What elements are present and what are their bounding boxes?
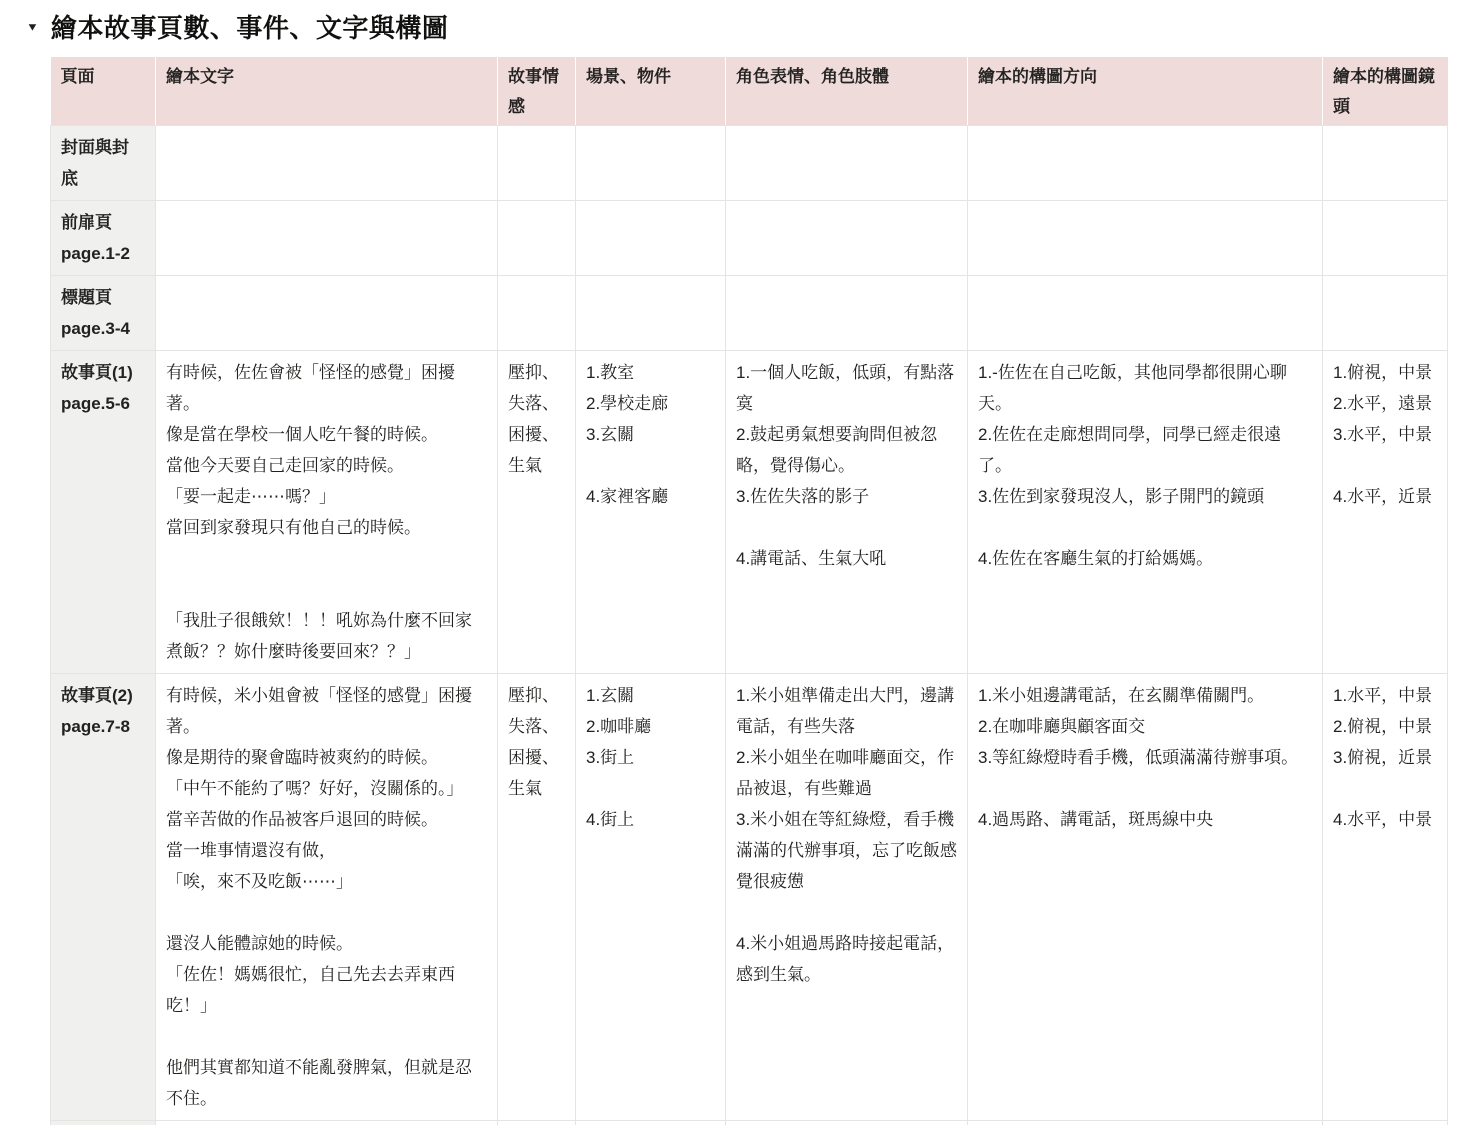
- paragraph: 1.水平，中景: [1333, 680, 1437, 711]
- paragraph: [166, 543, 487, 574]
- cell-expression[interactable]: [726, 1121, 968, 1125]
- paragraph: 1.米小姐準備走出大門，邊講電話，有些失落: [736, 680, 957, 742]
- paragraph: 4.過馬路、講電話，斑馬線中央: [978, 804, 1312, 835]
- table-row: [51, 674, 1448, 1121]
- paragraph: 1.俯視，中景: [1333, 357, 1437, 388]
- paragraph: [166, 574, 487, 605]
- paragraph: 4.家裡客廳: [586, 481, 715, 512]
- paragraph: 1.-佐佐在自己吃飯，其他同學都很開心聊天。: [978, 357, 1312, 419]
- cell-emotion[interactable]: [498, 201, 576, 276]
- cell-expression[interactable]: [726, 201, 968, 276]
- paragraph: 3.水平，中景: [1333, 419, 1437, 450]
- cell-scene[interactable]: [576, 201, 726, 276]
- paragraph: 「佐佐！媽媽很忙，自己先去去弄東西吃！」: [166, 959, 487, 1021]
- paragraph: [978, 773, 1312, 804]
- column-header-text[interactable]: 繪本文字: [156, 57, 498, 126]
- cell-expression[interactable]: [726, 351, 968, 674]
- paragraph: 2.水平，遠景: [1333, 388, 1437, 419]
- paragraph: 2.米小姐坐在咖啡廳面交，作品被退，有些難過: [736, 742, 957, 804]
- cell-scene[interactable]: [576, 351, 726, 674]
- cell-text[interactable]: [156, 674, 498, 1121]
- paragraph: 4.佐佐在客廳生氣的打給媽媽。: [978, 543, 1312, 574]
- paragraph: 壓抑、失落、困擾、生氣: [508, 357, 565, 481]
- cell-expression[interactable]: [726, 126, 968, 201]
- cell-emotion[interactable]: [498, 1121, 576, 1125]
- paragraph: [1333, 773, 1437, 804]
- paragraph: 有時候，米小姐會被「怪怪的感覺」困擾著。: [166, 680, 487, 742]
- paragraph: 「要一起走⋯⋯嗎？」: [166, 481, 487, 512]
- cell-lens[interactable]: [1323, 351, 1448, 674]
- cell-text[interactable]: [156, 1121, 498, 1125]
- column-header-emotion[interactable]: 故事情感: [498, 57, 576, 126]
- cell-emotion[interactable]: [498, 674, 576, 1121]
- toggle-triangle-icon[interactable]: ▼: [26, 21, 39, 32]
- table-row: [51, 201, 1448, 276]
- cell-page[interactable]: [51, 1121, 156, 1125]
- cell-direction[interactable]: [968, 201, 1323, 276]
- cell-direction[interactable]: [968, 126, 1323, 201]
- cell-direction[interactable]: [968, 351, 1323, 674]
- paragraph: 4.講電話、生氣大吼: [736, 543, 957, 574]
- paragraph: 3.佐佐失落的影子: [736, 481, 957, 512]
- paragraph: 「我肚子很餓欸！！！吼妳為什麼不回家煮飯？？妳什麼時後要回來？？」: [166, 605, 487, 667]
- page-title: 繪本故事頁數、事件、文字與構圖: [51, 8, 449, 45]
- header-row: [51, 57, 1448, 126]
- paragraph: 有時候，佐佐會被「怪怪的感覺」困擾著。: [166, 357, 487, 419]
- paragraph: 1.教室: [586, 357, 715, 388]
- paragraph: 4.街上: [586, 804, 715, 835]
- paragraph: page.3-4: [61, 313, 145, 344]
- paragraph: 前扉頁: [61, 207, 145, 238]
- paragraph: page.1-2: [61, 238, 145, 269]
- paragraph: [586, 773, 715, 804]
- paragraph: [1333, 450, 1437, 481]
- cell-emotion[interactable]: [498, 126, 576, 201]
- paragraph: 1.米小姐邊講電話，在玄關準備關門。: [978, 680, 1312, 711]
- paragraph: 標題頁: [61, 282, 145, 313]
- paragraph: [736, 512, 957, 543]
- paragraph: 封面與封底: [61, 132, 145, 194]
- paragraph: 當辛苦做的作品被客戶退回的時候。: [166, 804, 487, 835]
- paragraph: 2.俯視，中景: [1333, 711, 1437, 742]
- column-header-expression[interactable]: 角色表情、角色肢體: [726, 57, 968, 126]
- paragraph: 4.米小姐過馬路時接起電話，感到生氣。: [736, 928, 957, 990]
- paragraph: page.5-6: [61, 388, 145, 419]
- paragraph: 像是期待的聚會臨時被爽約的時候。: [166, 742, 487, 773]
- cell-lens[interactable]: [1323, 276, 1448, 351]
- paragraph: 2.學校走廊: [586, 388, 715, 419]
- page-heading-block: [0, 0, 1477, 57]
- cell-lens[interactable]: [1323, 1121, 1448, 1125]
- cell-page[interactable]: [51, 126, 156, 201]
- paragraph: 故事頁(2): [61, 680, 145, 711]
- paragraph: 2.鼓起勇氣想要詢問但被忽略，覺得傷心。: [736, 419, 957, 481]
- paragraph: 4.水平，中景: [1333, 804, 1437, 835]
- paragraph: 3.俯視，近景: [1333, 742, 1437, 773]
- paragraph: 還沒人能體諒她的時候。: [166, 928, 487, 959]
- cell-expression[interactable]: [726, 276, 968, 351]
- column-header-scene[interactable]: 場景、物件: [576, 57, 726, 126]
- table-row: [51, 1121, 1448, 1125]
- table-body: [51, 126, 1448, 1125]
- cell-direction[interactable]: [968, 1121, 1323, 1125]
- cell-text[interactable]: [156, 351, 498, 674]
- paragraph: 3.佐佐到家發現沒人，影子開門的鏡頭: [978, 481, 1312, 512]
- paragraph: 3.米小姐在等紅綠燈，看手機滿滿的代辦事項，忘了吃飯感覺很疲憊: [736, 804, 957, 897]
- cell-page[interactable]: [51, 351, 156, 674]
- cell-scene[interactable]: [576, 126, 726, 201]
- cell-text[interactable]: [156, 276, 498, 351]
- paragraph: 1.一個人吃飯，低頭，有點落寞: [736, 357, 957, 419]
- cell-scene[interactable]: [576, 674, 726, 1121]
- table-row: [51, 126, 1448, 201]
- paragraph: 故事頁(1): [61, 357, 145, 388]
- paragraph: 像是當在學校一個人吃午餐的時候。: [166, 419, 487, 450]
- paragraph: 當一堆事情還沒有做，: [166, 835, 487, 866]
- paragraph: 4.水平，近景: [1333, 481, 1437, 512]
- paragraph: [736, 897, 957, 928]
- paragraph: 2.佐佐在走廊想問同學，同學已經走很遠了。: [978, 419, 1312, 481]
- column-header-lens[interactable]: 繪本的構圖鏡頭: [1323, 57, 1448, 126]
- paragraph: 2.在咖啡廳與顧客面交: [978, 711, 1312, 742]
- paragraph: 當回到家發現只有他自己的時候。: [166, 512, 487, 543]
- paragraph: 2.咖啡廳: [586, 711, 715, 742]
- cell-page[interactable]: [51, 276, 156, 351]
- paragraph: 「中午不能約了嗎？好好，沒關係的。」: [166, 773, 487, 804]
- cell-scene[interactable]: [576, 276, 726, 351]
- storyboard-table: [50, 57, 1448, 1125]
- paragraph: [166, 1021, 487, 1052]
- paragraph: [978, 512, 1312, 543]
- cell-emotion[interactable]: [498, 276, 576, 351]
- paragraph: 他們其實都知道不能亂發脾氣，但就是忍不住。: [166, 1052, 487, 1114]
- cell-direction[interactable]: [968, 674, 1323, 1121]
- cell-text[interactable]: [156, 201, 498, 276]
- column-header-page[interactable]: 頁面: [51, 57, 156, 126]
- paragraph: 3.玄關: [586, 419, 715, 450]
- paragraph: 壓抑、失落、困擾、生氣: [508, 680, 565, 804]
- paragraph: 3.等紅綠燈時看手機，低頭滿滿待辦事項。: [978, 742, 1312, 773]
- cell-direction[interactable]: [968, 276, 1323, 351]
- cell-expression[interactable]: [726, 674, 968, 1121]
- paragraph: 1.玄關: [586, 680, 715, 711]
- paragraph: 「唉，來不及吃飯⋯⋯」: [166, 866, 487, 897]
- cell-scene[interactable]: [576, 1121, 726, 1125]
- paragraph: 當他今天要自己走回家的時候。: [166, 450, 487, 481]
- cell-page[interactable]: [51, 201, 156, 276]
- paragraph: [166, 897, 487, 928]
- cell-lens[interactable]: [1323, 674, 1448, 1121]
- cell-lens[interactable]: [1323, 201, 1448, 276]
- cell-lens[interactable]: [1323, 126, 1448, 201]
- paragraph: [586, 450, 715, 481]
- cell-page[interactable]: [51, 674, 156, 1121]
- table-row: [51, 276, 1448, 351]
- paragraph: page.7-8: [61, 711, 145, 742]
- paragraph: 3.街上: [586, 742, 715, 773]
- cell-emotion[interactable]: [498, 351, 576, 674]
- cell-text[interactable]: [156, 126, 498, 201]
- column-header-direction[interactable]: 繪本的構圖方向: [968, 57, 1323, 126]
- table-row: [51, 351, 1448, 674]
